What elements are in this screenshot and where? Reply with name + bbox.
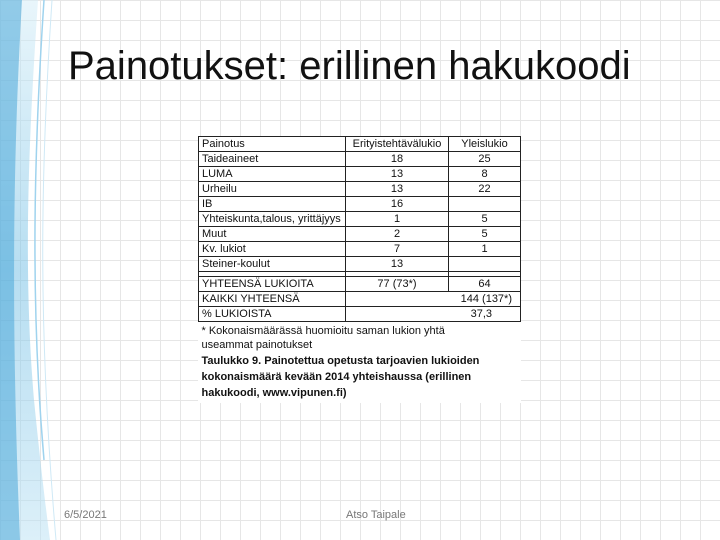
table-cell: 13 xyxy=(346,257,449,272)
table-cell: 8 xyxy=(449,167,521,182)
table-row xyxy=(199,257,521,272)
decorative-swoosh xyxy=(0,0,60,540)
totals-label: % LUKIOISTA xyxy=(199,307,346,322)
table-cell: 13 xyxy=(346,182,449,197)
totals-value: 77 (73*) xyxy=(346,277,449,292)
table-cell: 5 xyxy=(449,227,521,242)
caption-line: kokonaismäärä kevään 2014 yhteishaussa (erillinen xyxy=(201,371,472,383)
totals-row-lukioita xyxy=(199,277,521,292)
totals-value: 37,3 xyxy=(346,307,521,322)
header-cell: Yleislukio xyxy=(449,137,521,152)
table-cell: Taideaineet xyxy=(199,152,346,167)
table-row xyxy=(199,197,521,212)
table-cell: 16 xyxy=(346,197,449,212)
table-row xyxy=(199,167,521,182)
table-cell: 1 xyxy=(346,212,449,227)
footnote-line: useammat painotukset xyxy=(201,339,313,351)
footer-author: Atso Taipale xyxy=(346,509,406,521)
table-cell: 13 xyxy=(346,167,449,182)
table-cell: LUMA xyxy=(199,167,346,182)
table-cell: 18 xyxy=(346,152,449,167)
footer-date: 6/5/2021 xyxy=(64,509,107,521)
caption-row xyxy=(199,352,521,402)
table-cell: 7 xyxy=(346,242,449,257)
note-cell xyxy=(199,322,521,353)
table-cell xyxy=(449,197,521,212)
table-cell: Steiner-koulut xyxy=(199,257,346,272)
totals-value: 144 (137*) xyxy=(346,292,521,307)
table-row xyxy=(199,182,521,197)
header-cell: Erityistehtävälukio xyxy=(346,137,449,152)
footnote-line: * Kokonaismäärässä huomioitu saman lukion yhtä xyxy=(201,325,445,337)
table-header-row xyxy=(199,137,521,152)
table-cell: Urheilu xyxy=(199,182,346,197)
totals-row-pct xyxy=(199,307,521,322)
caption-line: Taulukko 9. Painotettua opetusta tarjoavien lukioiden xyxy=(201,355,480,367)
table-cell: 5 xyxy=(449,212,521,227)
table-cell: 25 xyxy=(449,152,521,167)
table-cell: Kv. lukiot xyxy=(199,242,346,257)
totals-value: 64 xyxy=(449,277,521,292)
caption-cell xyxy=(199,352,521,402)
weighting-table xyxy=(198,136,521,402)
totals-row-kaikki xyxy=(199,292,521,307)
note-row xyxy=(199,322,521,353)
table-row xyxy=(199,242,521,257)
table-row xyxy=(199,152,521,167)
table-row xyxy=(199,212,521,227)
table-cell: Yhteiskunta,talous, yrittäjyys xyxy=(199,212,346,227)
page-title: Painotukset: erillinen hakukoodi xyxy=(68,44,631,88)
totals-label: YHTEENSÄ LUKIOITA xyxy=(199,277,346,292)
weighting-table-image xyxy=(198,136,521,403)
table-row xyxy=(199,227,521,242)
table-cell: IB xyxy=(199,197,346,212)
caption-line: hakukoodi, www.vipunen.fi) xyxy=(201,387,347,399)
table-cell: Muut xyxy=(199,227,346,242)
totals-label: KAIKKI YHTEENSÄ xyxy=(199,292,346,307)
table-cell: 1 xyxy=(449,242,521,257)
table-cell xyxy=(449,257,521,272)
table-cell: 2 xyxy=(346,227,449,242)
header-cell: Painotus xyxy=(199,137,346,152)
table-cell: 22 xyxy=(449,182,521,197)
